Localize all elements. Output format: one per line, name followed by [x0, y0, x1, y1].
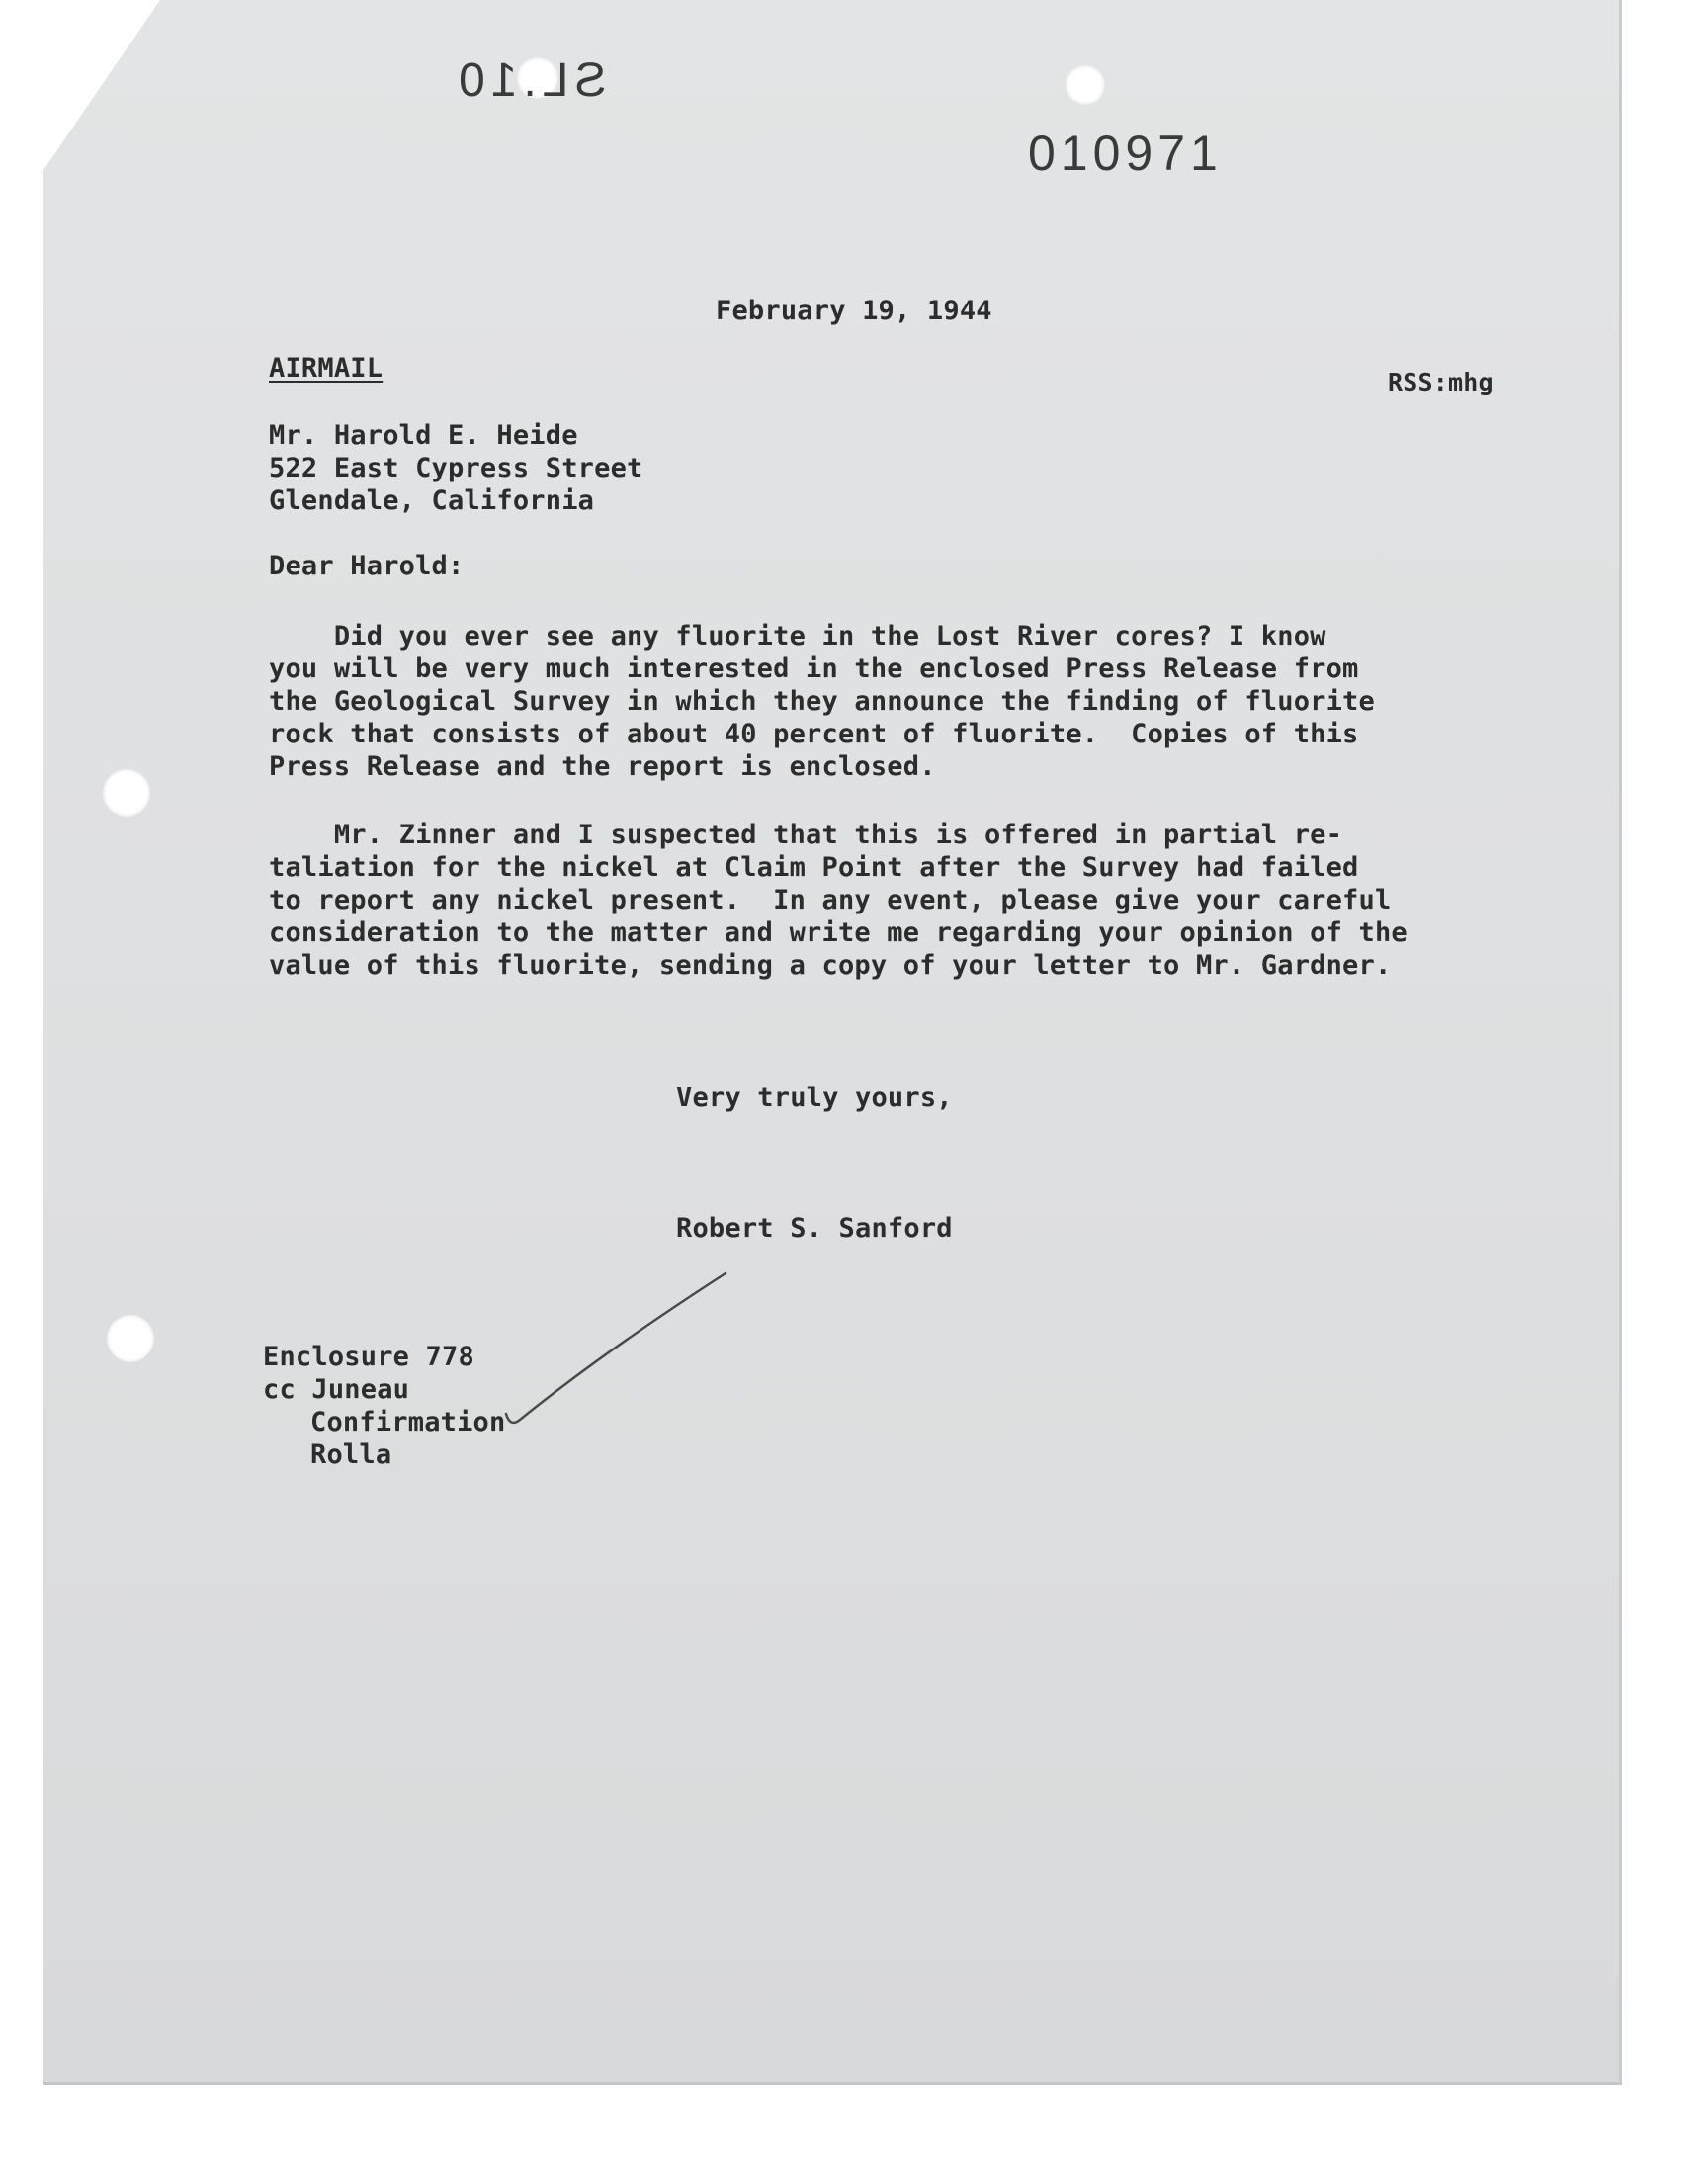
paragraph-2-line: taliation for the nickel at Claim Point after the Survey had failed: [269, 852, 1359, 883]
cc-item: Confirmation: [310, 1407, 506, 1437]
paragraph-2-line: value of this fluorite, sending a copy of your letter to Mr. Gardner.: [269, 950, 1392, 981]
closing: Very truly yours,: [676, 1083, 953, 1113]
signature-name: Robert S. Sanford: [676, 1213, 953, 1244]
cc-label: cc Juneau: [263, 1374, 410, 1405]
paragraph-1-line: the Geological Survey in which they announce the finding of fluorite: [269, 686, 1375, 717]
enclosure-note: Enclosure 778: [263, 1342, 474, 1372]
letter-date: February 19, 1944: [716, 296, 992, 326]
paragraph-2-line: consideration to the matter and write me regarding your opinion of the: [269, 917, 1408, 948]
recipient-city: Glendale, California: [269, 485, 595, 516]
paragraph-2-line: Mr. Zinner and I suspected that this is offered in partial re-: [269, 820, 1343, 850]
recipient-name: Mr. Harold E. Heide: [269, 420, 578, 451]
reference-initials: RSS:mhg: [1388, 368, 1494, 396]
paragraph-1-line: Did you ever see any fluorite in the Lost River cores? I know: [269, 621, 1326, 652]
document-number-stamp: 010971: [1028, 126, 1223, 181]
paragraph-1-line: you will be very much interested in the enclosed Press Release from: [269, 653, 1359, 684]
paragraph-1-line: Press Release and the report is enclosed.: [269, 751, 936, 782]
paragraph-1-line: rock that consists of about 40 percent of fluorite. Copies of this: [269, 719, 1359, 749]
cc-item: Rolla: [310, 1439, 392, 1470]
delivery-method: AIRMAIL: [269, 353, 384, 384]
recipient-street: 522 East Cypress Street: [269, 453, 643, 483]
mirrored-stamp: SL.10: [453, 54, 607, 107]
paragraph-2-line: to report any nickel present. In any event, please give your careful: [269, 885, 1392, 915]
salutation: Dear Harold:: [269, 551, 465, 581]
